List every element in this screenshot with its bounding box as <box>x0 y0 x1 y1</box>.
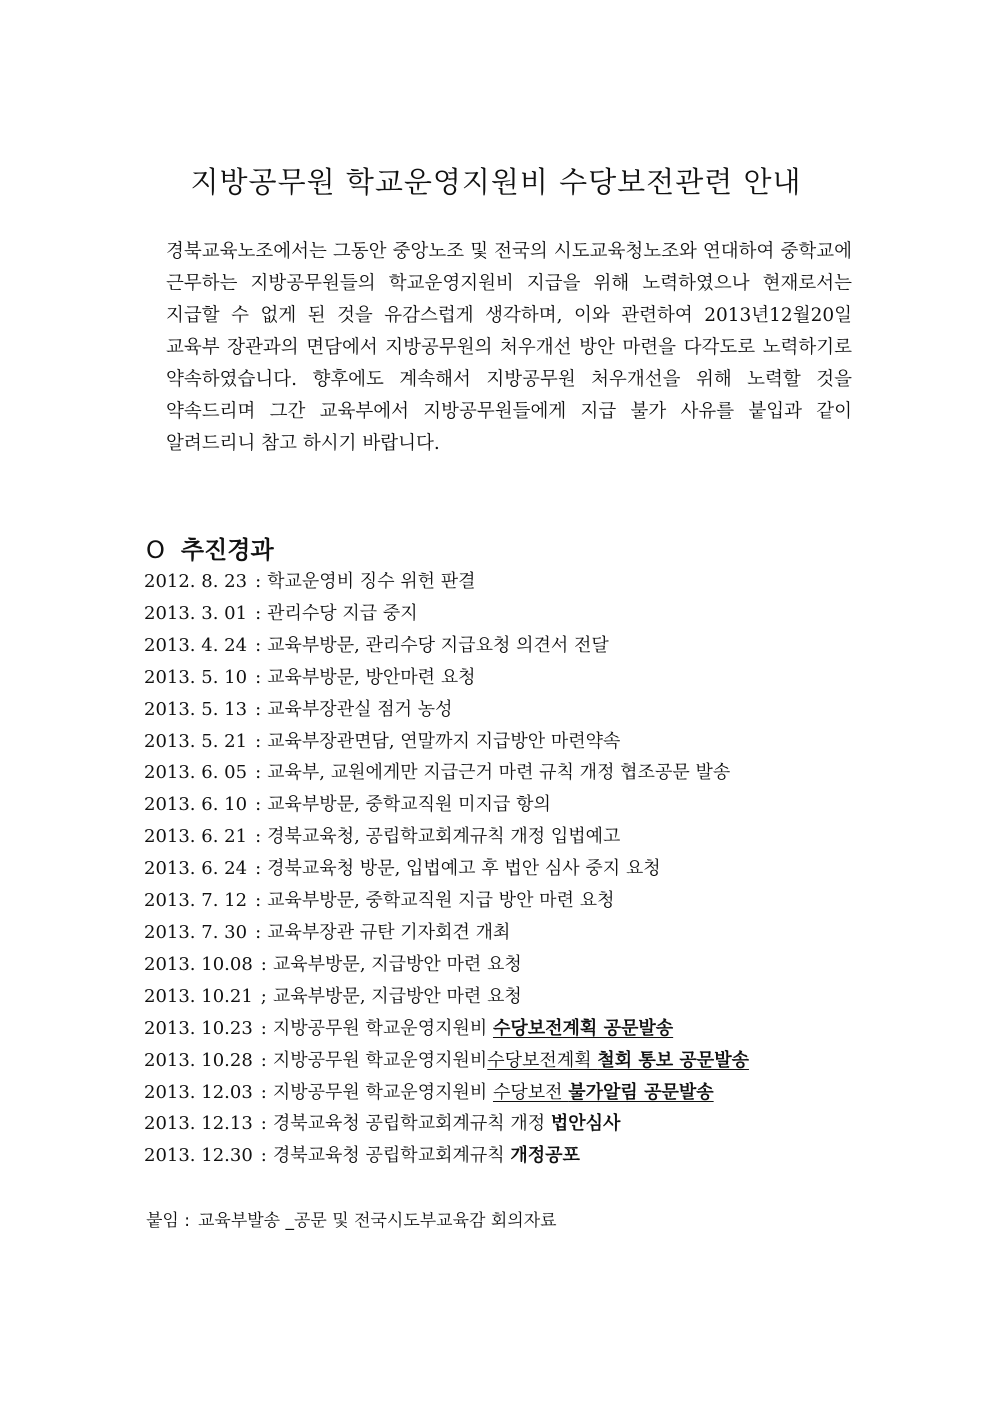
timeline-item <box>144 885 749 917</box>
timeline-date: 2013. 7. 12 <box>144 890 248 912</box>
timeline-list <box>144 566 749 1172</box>
timeline-bold: 개정공포 <box>510 1145 580 1167</box>
timeline-bold: 법안심사 <box>550 1113 621 1135</box>
timeline-date: 2013. 6. 05 <box>144 762 248 784</box>
bullet-icon: O <box>146 536 165 564</box>
timeline-separator: : <box>260 953 267 975</box>
timeline-text: 교육부방문, 관리수당 지급요청 의견서 전달 <box>267 634 609 656</box>
timeline-text: 경북교육청 방문, 입법예고 후 법안 심사 중지 요청 <box>267 858 661 880</box>
timeline-date: 2013. 4. 24 <box>144 634 248 656</box>
timeline-text: 학교운영비 징수 위헌 판결 <box>267 571 476 592</box>
timeline-item <box>144 1045 749 1077</box>
timeline-item <box>144 1077 749 1109</box>
timeline-separator: : <box>260 1017 267 1039</box>
intro-paragraph: 경북교육노조에서는 그동안 중앙노조 및 전국의 시도교육청노조와 연대하여 중학교에 근무하는 지방공무원들의 학교운영지원비 지급을 위해 노력하였으나 현재로서는 지급할 수 없게 된 것을 유감스럽게 생각하며, 이와 관련하여 2013년12월20일 교육부 장관과의 면담에서 지방공무원의 처우개선 방안 마련을 다각도로 노력하기로 약속하였습니다. 향후에도 계속해서 지방공무원 처우개선을 위해 노력할 것을 약속드리며 그간 교육부에서 지방공무원들에게 지급 불가 사유를 붙입과 같이 알려드리니 참고 하시기 바랍니다. <box>166 241 852 454</box>
timeline-date: 2013. 10.28 <box>144 1049 253 1071</box>
timeline-separator: : <box>255 698 262 720</box>
timeline-item <box>144 853 749 885</box>
timeline-text: 교육부, 교원에게만 지급근거 마련 규칙 개정 협조공문 발송 <box>267 762 731 784</box>
timeline-date: 2013. 5. 21 <box>144 730 248 752</box>
timeline-item <box>144 981 749 1013</box>
timeline-item <box>144 757 749 789</box>
timeline-item <box>144 1140 749 1172</box>
timeline-date: 2013. 5. 10 <box>144 666 248 688</box>
timeline-text: 관리수당 지급 중지 <box>267 602 418 624</box>
timeline-emphasis: 불가알림 공문발송 <box>568 1081 714 1103</box>
timeline-text: 교육부장관 규탄 기자회견 개최 <box>267 921 511 943</box>
timeline-text: 지방공무원 학교운영지원비 <box>272 1049 488 1071</box>
timeline-underline: 수당보전계획 <box>487 1049 598 1071</box>
timeline-date: 2013. 6. 10 <box>144 794 248 816</box>
timeline-item <box>144 949 749 981</box>
timeline-underline: 수당보전 <box>492 1081 569 1103</box>
timeline-date: 2013. 10.23 <box>144 1017 253 1039</box>
timeline-date: 2013. 3. 01 <box>144 602 248 624</box>
timeline-date: 2013. 7. 30 <box>144 921 248 943</box>
attachment-label: 붙임 : <box>146 1211 190 1231</box>
timeline-text: 지방공무원 학교운영지원비 <box>272 1081 493 1103</box>
timeline-separator: : <box>255 826 262 848</box>
timeline-date: 2012. 8. 23 <box>144 571 248 592</box>
timeline-text: 경북교육청, 공립학교회계규칙 개정 입법예고 <box>267 826 621 848</box>
timeline-item <box>144 789 749 821</box>
section-heading-label: 추진경과 <box>180 536 274 564</box>
timeline-separator: : <box>255 571 262 592</box>
section-heading <box>146 530 274 565</box>
timeline-item <box>144 630 749 662</box>
timeline-date: 2013. 12.13 <box>144 1113 253 1135</box>
timeline-item <box>144 662 749 694</box>
timeline-item <box>144 598 749 630</box>
timeline-date: 2013. 12.03 <box>144 1081 253 1103</box>
timeline-separator: : <box>255 794 262 816</box>
timeline-item <box>144 694 749 726</box>
timeline-item <box>144 917 749 949</box>
timeline-separator: : <box>255 921 262 943</box>
timeline-separator: ; <box>260 985 267 1007</box>
timeline-text: 경북교육청 공립학교회계규칙 <box>272 1145 511 1167</box>
timeline-separator: : <box>255 634 262 656</box>
timeline-text: 교육부방문, 지급방안 마련 요청 <box>272 985 522 1007</box>
timeline-date: 2013. 6. 24 <box>144 858 248 880</box>
timeline-separator: : <box>255 602 262 624</box>
timeline-date: 2013. 6. 21 <box>144 826 248 848</box>
timeline-item <box>144 566 749 598</box>
timeline-item <box>144 726 749 758</box>
timeline-date: 2013. 10.08 <box>144 953 253 975</box>
timeline-separator: : <box>260 1145 267 1167</box>
timeline-text: 경북교육청 공립학교회계규칙 개정 <box>272 1113 551 1135</box>
timeline-text: 교육부장관실 점거 농성 <box>267 698 453 720</box>
timeline-text: 교육부장관면담, 연말까지 지급방안 마련약속 <box>267 730 621 752</box>
timeline-date: 2013. 10.21 <box>144 985 253 1007</box>
timeline-text: 교육부방문, 지급방안 마련 요청 <box>272 953 522 975</box>
timeline-separator: : <box>255 890 262 912</box>
timeline-item <box>144 1013 749 1045</box>
attachment-text: 교육부발송 _공문 및 전국시도부교육감 회의자료 <box>197 1211 557 1231</box>
timeline-item <box>144 821 749 853</box>
timeline-emphasis: 철회 통보 공문발송 <box>597 1049 749 1071</box>
timeline-text: 교육부방문, 방안마련 요청 <box>267 666 476 688</box>
timeline-separator: : <box>255 666 262 688</box>
timeline-separator: : <box>255 762 262 784</box>
timeline-separator: : <box>260 1113 267 1135</box>
timeline-text: 교육부방문, 중학교직원 지급 방안 마련 요청 <box>267 890 615 912</box>
timeline-separator: : <box>255 858 262 880</box>
timeline-separator: : <box>260 1081 267 1103</box>
timeline-emphasis: 수당보전계획 공문발송 <box>492 1017 674 1039</box>
timeline-item <box>144 1108 749 1140</box>
timeline-text: 지방공무원 학교운영지원비 <box>272 1017 493 1039</box>
timeline-text: 교육부방문, 중학교직원 미지급 항의 <box>267 794 551 816</box>
timeline-separator: : <box>260 1049 267 1071</box>
timeline-separator: : <box>255 730 262 752</box>
timeline-date: 2013. 12.30 <box>144 1145 253 1167</box>
document-title: 지방공무원 학교운영지원비 수당보전관련 안내 <box>190 165 802 199</box>
timeline-date: 2013. 5. 13 <box>144 698 248 720</box>
attachment-note <box>146 1206 557 1231</box>
